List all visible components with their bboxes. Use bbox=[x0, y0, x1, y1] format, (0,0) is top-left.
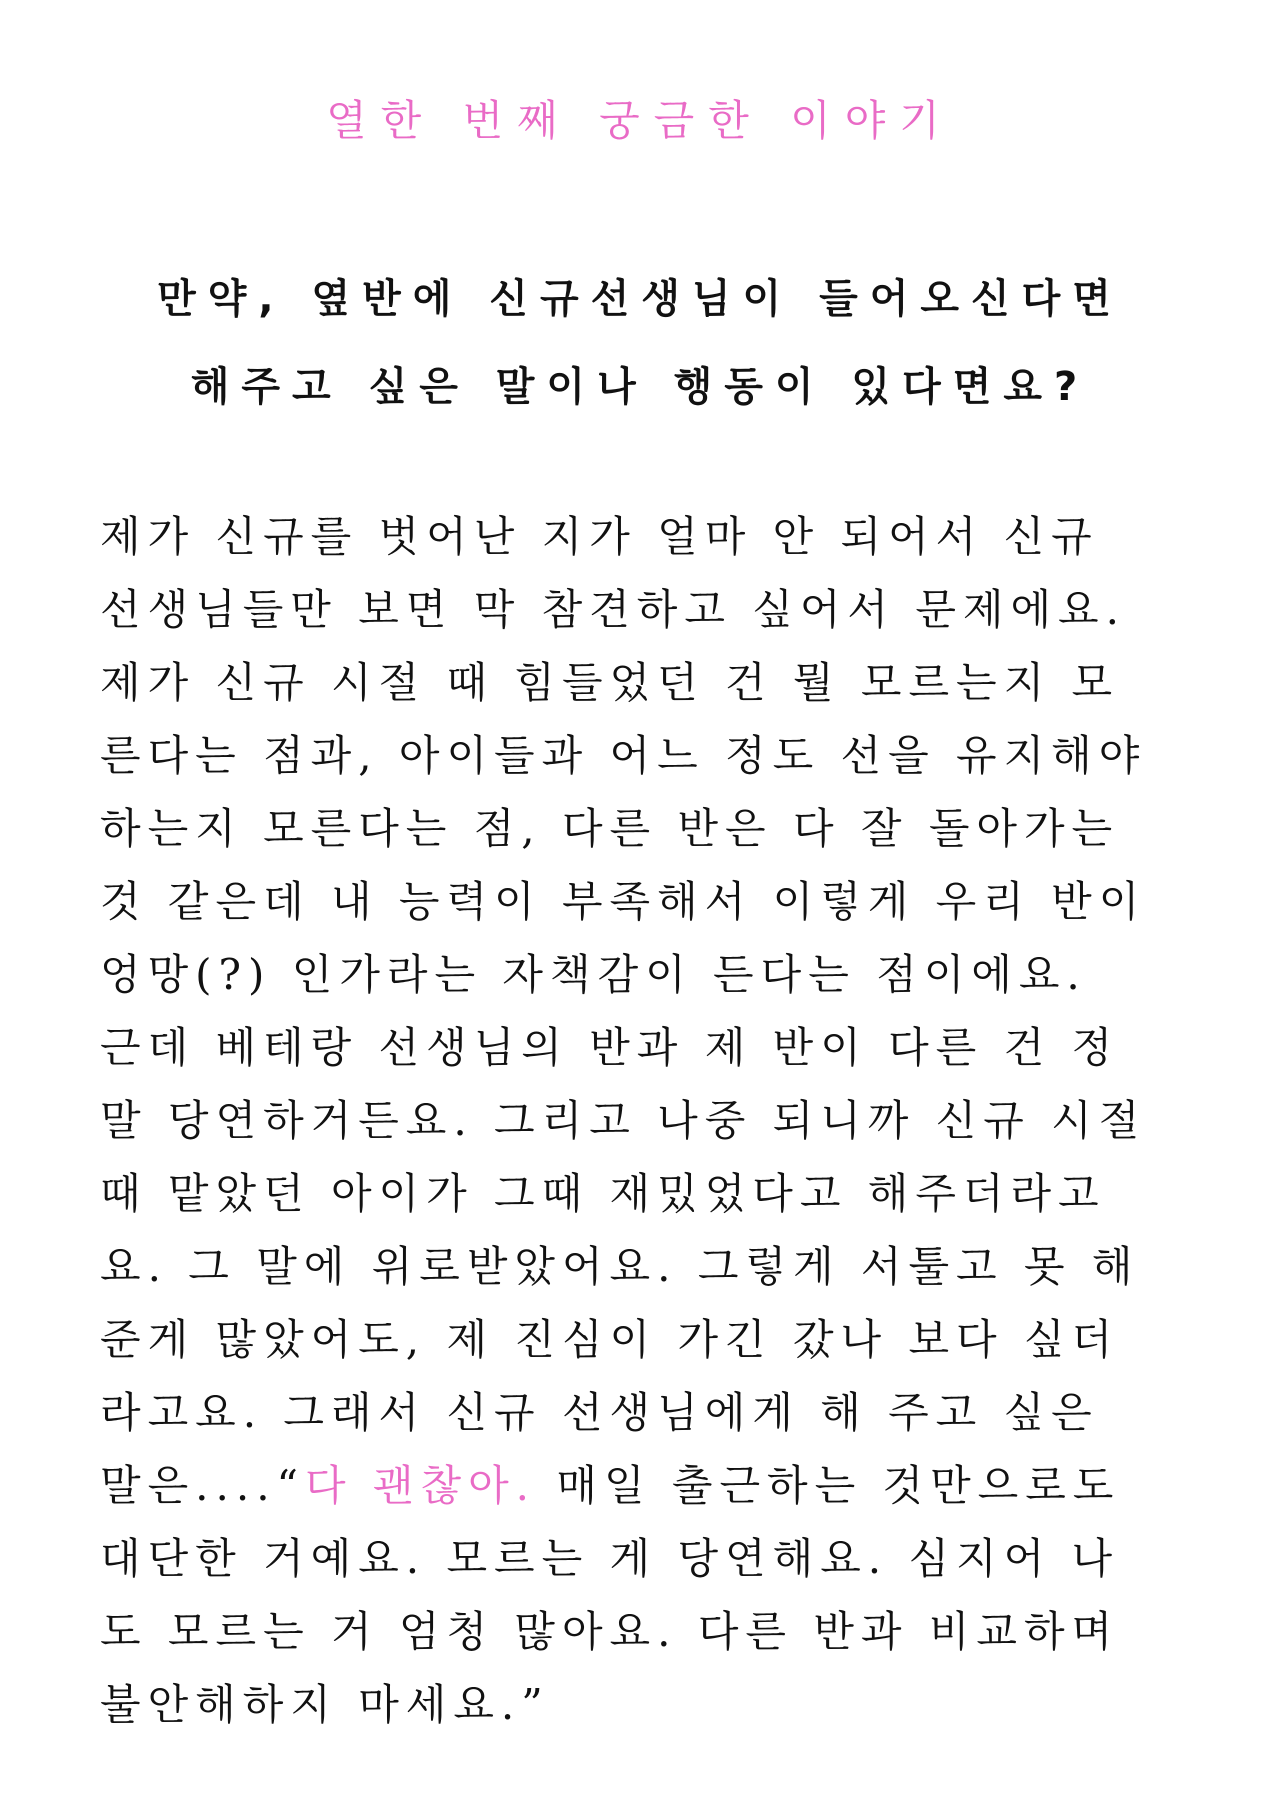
answer-line: 불안해하지 마세요.” bbox=[100, 1680, 550, 1729]
answer-line: 근데 베테랑 선생님의 반과 제 반이 다른 건 정 bbox=[100, 1023, 1120, 1072]
answer-line: 때 맡았던 아이가 그때 재밌었다고 해주더라고 bbox=[100, 1169, 1106, 1218]
answer-line: 말 당연하거든요. 그리고 나중 되니까 신규 시절 bbox=[100, 1096, 1147, 1145]
answer-line: 요. 그 말에 위로받았어요. 그렇게 서툴고 못 해 bbox=[100, 1242, 1140, 1291]
answer-line: 하는지 모른다는 점, 다른 반은 다 잘 돌아가는 bbox=[100, 804, 1120, 853]
answer-body bbox=[100, 500, 1200, 1741]
answer-line: 대단한 거예요. 모르는 게 당연해요. 심지어 나 bbox=[100, 1534, 1120, 1583]
answer-line: 선생님들만 보면 막 참견하고 싶어서 문제에요. bbox=[100, 585, 1126, 634]
answer-line: 제가 신규를 벗어난 지가 얼마 안 되어서 신규 bbox=[100, 512, 1099, 561]
quote-intro: 말은....“ bbox=[100, 1461, 306, 1510]
answer-line: 준게 많았어도, 제 진심이 가긴 갔나 보다 싶더 bbox=[100, 1315, 1120, 1364]
answer-line: 것 같은데 내 능력이 부족해서 이렇게 우리 반이 bbox=[100, 877, 1147, 926]
question-heading bbox=[0, 255, 1280, 431]
question-line-1: 만약, 옆반에 신규선생님이 들어오신다면 bbox=[157, 276, 1123, 322]
answer-line: 른다는 점과, 아이들과 어느 정도 선을 유지해야 bbox=[100, 731, 1147, 780]
answer-line: 엉망(?) 인가라는 자책감이 든다는 점이에요. bbox=[100, 950, 1087, 999]
chapter-title: 열한 번째 궁금한 이야기 bbox=[326, 96, 954, 145]
answer-line: 도 모르는 거 엄청 많아요. 다른 반과 비교하며 bbox=[100, 1607, 1120, 1656]
answer-line-highlighted bbox=[100, 1449, 1200, 1522]
answer-line: 제가 신규 시절 때 힘들었던 건 뭘 모르는지 모 bbox=[100, 658, 1120, 707]
question-line-2: 해주고 싶은 말이나 행동이 있다면요? bbox=[190, 364, 1090, 410]
highlight-phrase: 다 괜찮아. bbox=[305, 1461, 537, 1510]
quote-continuation: 매일 출근하는 것만으로도 bbox=[536, 1461, 1121, 1510]
answer-line: 라고요. 그래서 신규 선생님에게 해 주고 싶은 bbox=[100, 1388, 1099, 1437]
